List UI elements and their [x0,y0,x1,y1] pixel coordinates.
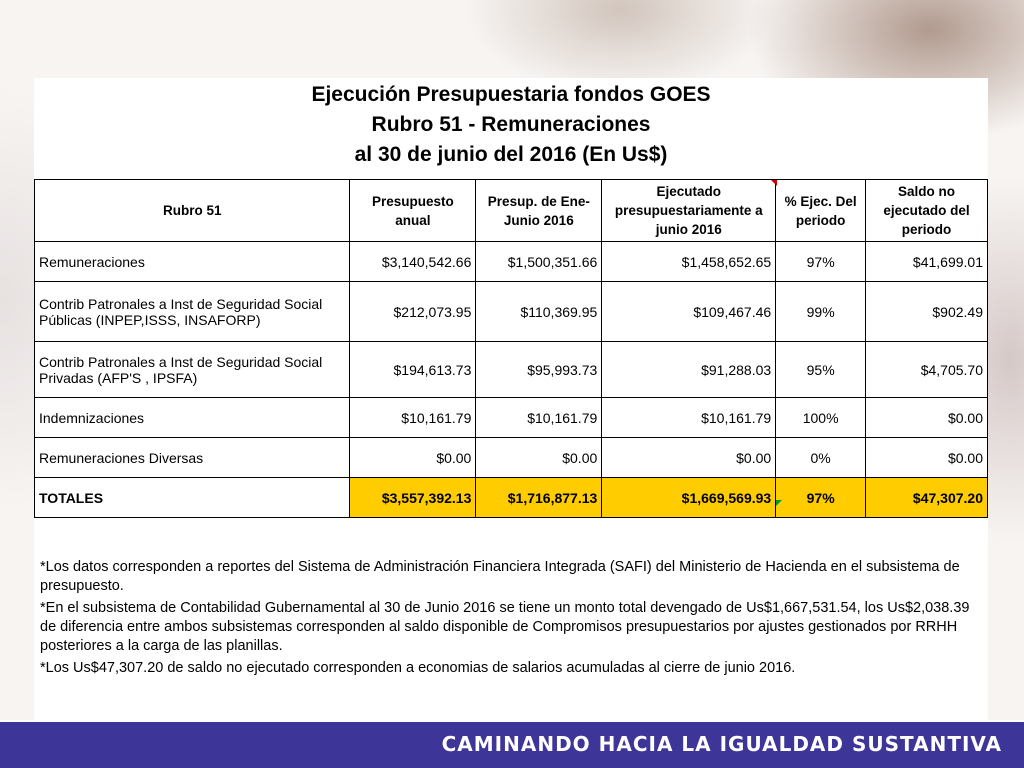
cell-ejecutado: $1,458,652.65 [602,242,776,282]
cell-pct: 100% [776,398,866,438]
cell-rubro: Contrib Patronales a Inst de Seguridad Social Públicas (INPEP,ISSS, INSAFORP) [35,282,350,342]
cell-rubro: Indemnizaciones [35,398,350,438]
cell-saldo: $0.00 [866,438,988,478]
footer-bar [0,722,1024,768]
cell-presupuesto: $194,613.73 [350,342,476,398]
cell-ejecutado: $109,467.46 [602,282,776,342]
header-saldo: Saldo no ejecutado del periodo [866,180,988,242]
note-1: *Los datos corresponden a reportes del Sistema de Administración Financiera Integrada (SAFI) del Ministerio de Hacienda en el subsistema de presupuesto. [40,559,960,594]
table-row [35,242,988,282]
cell-ejecutado: $91,288.03 [602,342,776,398]
cell-ejecutado: $0.00 [602,438,776,478]
cell-presupuesto: $10,161.79 [350,398,476,438]
cell-presupuesto: $3,140,542.66 [350,242,476,282]
cell-presup: $1,500,351.66 [476,242,602,282]
totals-saldo: $47,307.20 [866,478,988,518]
title-line-3: al 30 de junio del 2016 (En Us$) [354,143,668,166]
cell-presup: $10,161.79 [476,398,602,438]
totals-presup: $1,716,877.13 [476,478,602,518]
footer-slogan: CAMINANDO HACIA LA IGUALDAD SUSTANTIVA [441,732,1002,756]
table-row [35,438,988,478]
table-row [35,398,988,438]
cell-rubro: Remuneraciones [35,242,350,282]
cell-pct: 97% [776,242,866,282]
header-presupuesto: Presupuesto anual [350,180,476,242]
table-row [35,342,988,398]
header-presup-ene-jun: Presup. de Ene-Junio 2016 [476,180,602,242]
header-rubro: Rubro 51 [35,180,350,242]
page-title [34,80,988,170]
cell-presupuesto: $212,073.95 [350,282,476,342]
totals-row [35,478,988,518]
header-pct: % Ejec. Del periodo [776,180,866,242]
cell-pct: 95% [776,342,866,398]
table-header-row [35,180,988,242]
table-row [35,282,988,342]
totals-ejecutado: $1,669,569.93 [602,478,776,518]
cell-presup: $110,369.95 [476,282,602,342]
totals-label: TOTALES [35,478,350,518]
cell-saldo: $4,705.70 [866,342,988,398]
cell-pct: 0% [776,438,866,478]
footnotes [40,558,985,681]
title-line-1: Ejecución Presupuestaria fondos GOES [311,83,711,106]
cell-rubro: Contrib Patronales a Inst de Seguridad Social Privadas (AFP'S , IPSFA) [35,342,350,398]
cell-presupuesto: $0.00 [350,438,476,478]
cell-ejecutado: $10,161.79 [602,398,776,438]
cell-pct: 99% [776,282,866,342]
budget-table [34,179,988,518]
cell-saldo: $0.00 [866,398,988,438]
header-ejecutado: Ejecutado presupuestariamente a junio 2016 [602,180,776,242]
cell-rubro: Remuneraciones Diversas [35,438,350,478]
title-line-2: Rubro 51 - Remuneraciones [371,113,651,136]
note-2: *En el subsistema de Contabilidad Gubernamental al 30 de Junio 2016 se tiene un monto total devengado de Us$1,667,531.54, los Us$2,038.39 de diferencia entre ambos subsistemas corresponden al saldo disponible de Compromisos presupuestarios por ajustes gestionados por RRHH posteriores a la carga de las planillas. [40,600,970,654]
cell-presup: $95,993.73 [476,342,602,398]
totals-pct: 97% [776,478,866,518]
cell-saldo: $902.49 [866,282,988,342]
cell-saldo: $41,699.01 [866,242,988,282]
totals-presupuesto: $3,557,392.13 [350,478,476,518]
cell-presup: $0.00 [476,438,602,478]
note-3: *Los Us$47,307.20 de saldo no ejecutado corresponden a economias de salarios acumuladas al cierre de junio 2016. [40,660,796,676]
